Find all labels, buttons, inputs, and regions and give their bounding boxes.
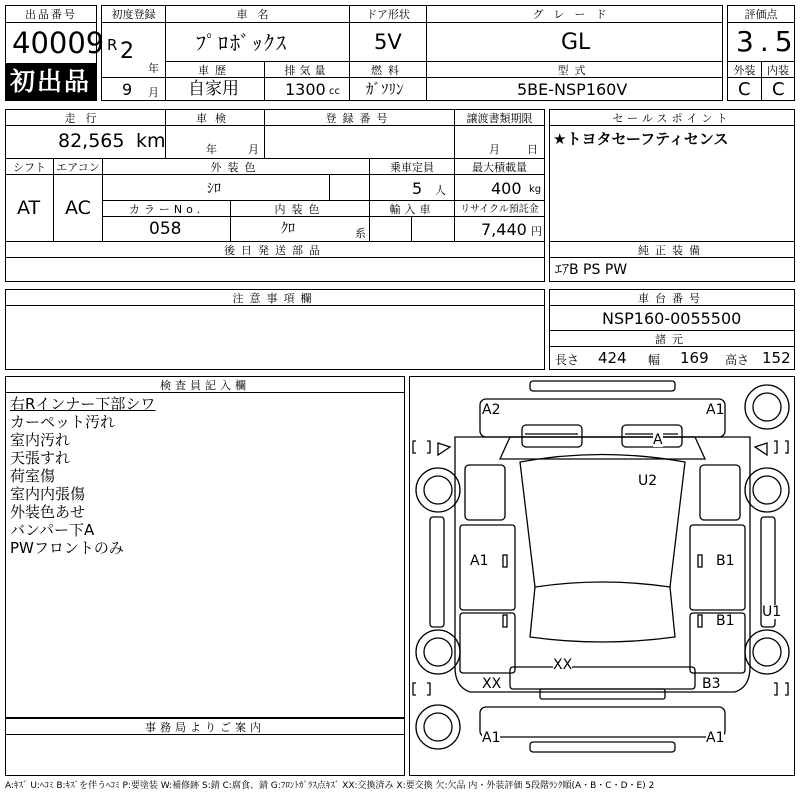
damage-mark: XX <box>553 657 573 673</box>
width-label: 幅 <box>648 353 661 367</box>
int-color-cell <box>230 216 370 242</box>
ac-label: エアコン <box>56 161 100 174</box>
chassis-number: NSP160-0055500 <box>602 309 742 328</box>
notes-cell <box>5 305 545 370</box>
inspection-label: 車検 <box>196 112 234 125</box>
load-unit: kg <box>529 184 542 195</box>
import-cell-right <box>411 216 455 242</box>
damage-mark: XX <box>482 676 502 692</box>
inspector-line: 外装色あせ <box>10 503 86 521</box>
height-value: 152 <box>762 349 791 367</box>
interior-grade: C <box>772 79 785 100</box>
sales-text: ★トヨタセーフティセンス <box>553 130 729 148</box>
capacity-label-cell <box>369 158 455 175</box>
office-label: 事務局よりご案内 <box>145 721 265 734</box>
notes-label: 注意事項欄 <box>232 292 318 305</box>
year-number: 2 <box>120 39 134 64</box>
inspection-year: 年 <box>206 143 217 156</box>
recycle-cell <box>454 216 545 242</box>
capacity-label: 乗車定員 <box>390 161 434 174</box>
lot-number-cell <box>5 22 105 64</box>
history-cell <box>165 77 265 101</box>
interior-label: 内装 <box>767 64 789 77</box>
exterior-label-cell <box>727 61 762 78</box>
grade-cell <box>426 22 723 62</box>
damage-mark: A1 <box>470 553 489 569</box>
fuel-cell <box>349 77 427 101</box>
ext-color-label-cell <box>102 158 370 175</box>
ac-value: AC <box>65 197 91 219</box>
int-color-unit: 系 <box>355 227 366 240</box>
inspector-line: 室内汚れ <box>10 431 71 449</box>
color-no-label-cell <box>102 200 231 217</box>
car-name-label: 車名 <box>236 8 279 21</box>
reg-number-label: 登録番号 <box>325 112 394 125</box>
fuel-label-cell <box>349 61 427 78</box>
notes-label-cell <box>5 289 545 306</box>
capacity-cell <box>369 174 455 201</box>
month-number: 9 <box>122 80 133 99</box>
displacement-unit: cc <box>329 86 340 97</box>
ext-color-label: 外装色 <box>210 161 262 174</box>
dims-label-cell <box>549 330 795 347</box>
shift-value: AT <box>17 197 41 219</box>
car-diagram-frame <box>409 376 795 776</box>
door-label: ドア形状 <box>366 8 410 21</box>
first-reg-year-cell <box>101 22 166 78</box>
shift-cell <box>5 174 54 242</box>
score-value: 3.5 <box>736 25 799 58</box>
ext-color-extra-cell <box>329 174 370 201</box>
color-no-value: 058 <box>149 219 182 239</box>
model-cell <box>426 77 723 101</box>
model-label: 型式 <box>557 64 592 77</box>
first-reg-label-cell <box>101 5 166 23</box>
damage-mark: A1 <box>706 402 725 418</box>
score-cell <box>727 22 799 62</box>
door-cell <box>349 22 427 62</box>
load-label: 最大積載量 <box>472 161 527 174</box>
damage-legend: A:ｷｽﾞ U:ﾍｺﾐ B:ｷｽﾞを伴うﾍｺﾐ P:要塗装 W:補修跡 S:錆 C:腐食、錆 G:ﾌﾛﾝﾄｶﾞﾗｽ点ｷｽﾞ XX:交換済み X:要交換 欠:欠品 内・外装評価 5段階ﾗﾝｸ順(A・B・C・D・E) 2 <box>5 781 655 791</box>
lot-number: 40009 <box>12 26 105 60</box>
grade-label: グレード <box>532 8 617 21</box>
office-cell <box>5 734 405 776</box>
damage-mark: B1 <box>716 553 735 569</box>
interior-label-cell <box>761 61 795 78</box>
ac-cell <box>53 174 103 242</box>
import-cell-left <box>369 216 412 242</box>
int-color-label: 内装色 <box>274 203 326 216</box>
damage-mark: A1 <box>706 730 725 746</box>
shift-label-cell <box>5 158 54 175</box>
damage-mark: A1 <box>482 730 501 746</box>
sales-cell <box>549 125 795 242</box>
ext-color-value: ｼﾛ <box>207 181 221 197</box>
first-reg-month-cell <box>101 77 166 101</box>
displacement-label: 排気量 <box>284 64 330 77</box>
width-value: 169 <box>680 349 709 367</box>
reg-number-cell <box>264 125 455 159</box>
fuel-label: 燃料 <box>371 64 405 77</box>
inspection-label-cell <box>165 109 265 126</box>
sales-label: セールスポイント <box>612 112 732 125</box>
model-value: 5BE-NSP160V <box>517 80 628 99</box>
capacity-value: 5 <box>412 179 423 198</box>
transfer-label: 譲渡書類期限 <box>466 112 533 125</box>
door-label-cell <box>349 5 427 23</box>
exterior-grade-cell <box>727 77 762 101</box>
inspector-label-cell <box>5 376 405 393</box>
later-parts-label-cell <box>5 241 545 258</box>
length-value: 424 <box>598 349 627 367</box>
car-outline-diagram <box>410 377 794 775</box>
ac-label-cell <box>53 158 103 175</box>
int-color-value: ｸﾛ <box>281 221 295 237</box>
inspector-line: 右Rインナー下部シワ <box>10 395 156 413</box>
mileage-cell <box>5 125 166 159</box>
capacity-unit: 人 <box>435 184 446 197</box>
mileage-label: 走行 <box>64 112 107 125</box>
mileage-value: 82,565 <box>58 130 125 152</box>
recycle-label-cell <box>454 200 545 217</box>
model-label-cell <box>426 61 723 78</box>
shift-label: シフト <box>13 161 46 174</box>
inspector-line: 室内内張傷 <box>10 485 86 503</box>
equipment-label-cell <box>549 241 795 258</box>
color-no-label: カラーNo. <box>128 203 205 216</box>
year-unit: 年 <box>148 62 159 75</box>
damage-mark: A2 <box>482 402 501 418</box>
car-name: ﾌﾟﾛﾎﾞｯｸｽ <box>196 31 288 55</box>
recycle-unit: 円 <box>531 225 542 238</box>
history-value: 自家用 <box>188 79 239 99</box>
inspector-cell <box>5 392 405 718</box>
chassis-label: 車台番号 <box>638 292 706 305</box>
damage-mark: U2 <box>638 473 658 489</box>
mileage-unit: km <box>136 130 166 152</box>
inspector-line: PWフロントのみ <box>10 539 124 557</box>
equipment-text: ｴｱB PS PW <box>555 262 628 278</box>
displacement-value: 1300 <box>285 80 326 99</box>
later-parts-label: 後日発送部品 <box>224 244 326 257</box>
equipment-label: 純正装備 <box>638 244 706 257</box>
transfer-month: 月 <box>489 143 500 156</box>
fuel-value: ｶﾞｿﾘﾝ <box>366 80 404 98</box>
era-letter: R <box>107 36 118 54</box>
car-name-label-cell <box>165 5 350 23</box>
interior-grade-cell <box>761 77 795 101</box>
history-label: 車歴 <box>198 64 232 77</box>
car-name-cell <box>165 22 350 62</box>
history-label-cell <box>165 61 265 78</box>
inspection-month: 月 <box>248 143 259 156</box>
damage-mark: A <box>653 432 663 448</box>
lot-label: 出品番号 <box>25 8 77 21</box>
office-label-cell <box>5 718 405 735</box>
later-parts-cell <box>5 257 545 282</box>
transfer-label-cell <box>454 109 545 126</box>
exterior-grade: C <box>738 79 751 100</box>
reg-number-label-cell <box>264 109 455 126</box>
recycle-label: リサイクル預託金 <box>460 204 539 215</box>
inspector-label: 検査員記入欄 <box>160 379 250 392</box>
equipment-cell <box>549 257 795 282</box>
load-value: 400 <box>491 179 522 198</box>
first-listing-badge <box>5 63 97 101</box>
import-label-cell <box>369 200 455 217</box>
first-reg-label: 初度登録 <box>111 8 156 21</box>
displacement-label-cell <box>264 61 350 78</box>
load-label-cell <box>454 158 545 175</box>
first-listing-text: 初出品 <box>10 67 92 96</box>
dims-cell <box>549 346 795 370</box>
score-label: 評価点 <box>744 8 778 21</box>
recycle-value: 7,440 <box>481 220 527 239</box>
door-value: 5V <box>374 30 402 54</box>
int-color-label-cell <box>230 200 370 217</box>
grade-value: GL <box>561 30 591 55</box>
chassis-label-cell <box>549 289 795 306</box>
transfer-day: 日 <box>527 143 538 156</box>
ext-color-cell <box>102 174 330 201</box>
damage-mark: B1 <box>716 613 735 629</box>
lot-label-cell <box>5 5 97 23</box>
sales-label-cell <box>549 109 795 126</box>
inspector-line: カーペット汚れ <box>10 413 116 431</box>
dims-label: 諸元 <box>655 333 689 346</box>
load-cell <box>454 174 545 201</box>
damage-mark: B3 <box>702 676 721 692</box>
import-label: 輸入車 <box>389 203 435 216</box>
damage-mark: U1 <box>762 604 782 620</box>
inspector-line: 荷室傷 <box>10 467 56 485</box>
score-label-cell <box>727 5 795 23</box>
mileage-label-cell <box>5 109 166 126</box>
transfer-cell <box>454 125 545 159</box>
inspector-line: 天張すれ <box>10 449 71 467</box>
exterior-label: 外装 <box>733 64 756 77</box>
color-no-cell <box>102 216 231 242</box>
height-label: 高さ <box>725 353 750 367</box>
inspector-line: バンパー下A <box>10 521 95 539</box>
month-unit: 月 <box>148 86 159 99</box>
chassis-cell <box>549 305 795 331</box>
grade-label-cell <box>426 5 723 23</box>
displacement-cell <box>264 77 350 101</box>
length-label: 長さ <box>555 353 580 367</box>
inspection-cell <box>165 125 265 159</box>
